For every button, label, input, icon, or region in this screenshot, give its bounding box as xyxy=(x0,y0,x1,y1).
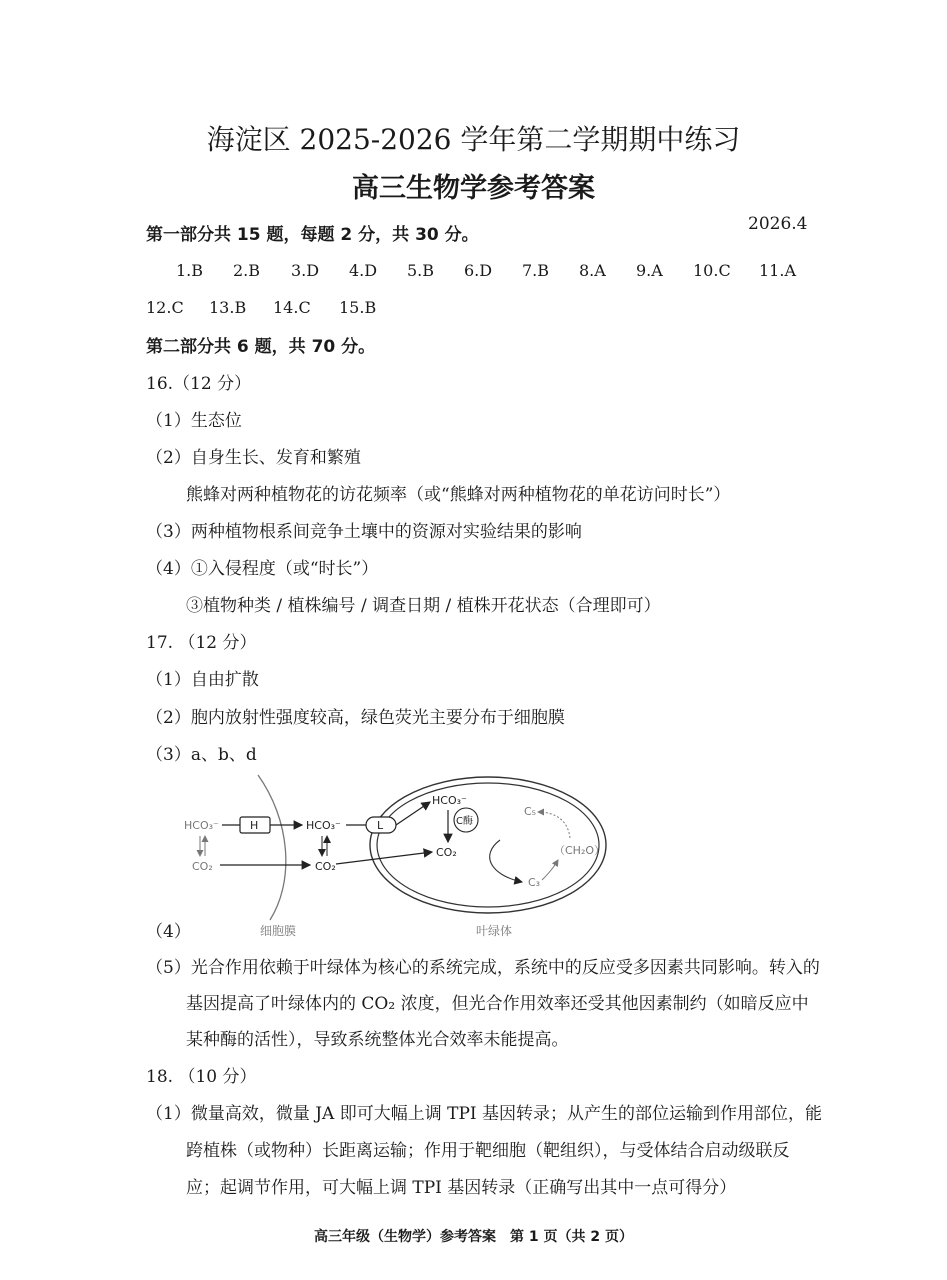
q17-answer-3: （3）a、b、d xyxy=(146,745,257,765)
calvin-regeneration-arrow xyxy=(538,812,570,838)
hco3-outside-label: HCO₃⁻ xyxy=(184,819,219,832)
calvin-c3-to-ch2o-arrow xyxy=(542,860,558,880)
q17-answer-2: （2）胞内放射性强度较高，绿色荧光主要分布于细胞膜 xyxy=(146,708,565,728)
co2-into-chloroplast-arrow xyxy=(336,852,432,864)
carbon-transport-diagram xyxy=(170,770,630,950)
q17-number: 17. （12 分） xyxy=(146,633,257,653)
answer-3: 3.D xyxy=(291,261,320,280)
q18-answer-1-line2: 跨植株（或物种）长距离运输；作用于靶细胞（靶组织），与受体结合启动级联反 xyxy=(186,1141,790,1161)
q17-answer-4: （4） xyxy=(146,922,191,942)
q18-answer-1-line3: 应；起调节作用，可大幅上调 TPI 基因转录（正确写出其中一点可得分） xyxy=(186,1178,737,1198)
answer-6: 6.D xyxy=(464,261,493,280)
membrane-label: 细胞膜 xyxy=(260,924,297,938)
q16-answer-2b: 熊蜂对两种植物花的访花频率（或“熊蜂对两种植物花的单花访问时长”） xyxy=(186,485,731,505)
answer-8: 8.A xyxy=(579,261,606,280)
answer-13: 13.B xyxy=(209,298,247,317)
c-enzyme-label: C酶 xyxy=(456,816,473,827)
c5-label: C₅ xyxy=(524,805,537,818)
q16-answer-3: （3）两种植物根系间竞争土壤中的资源对实验结果的影响 xyxy=(146,522,582,542)
document-subtitle: 高三生物学参考答案 xyxy=(352,173,595,204)
q17-answer-1: （1）自由扩散 xyxy=(146,670,259,690)
q17-answer-5-line1: （5）光合作用依赖于叶绿体为核心的系统完成，系统中的反应受多因素共同影响。转入的 xyxy=(146,958,820,978)
hco3-chloroplast-label: HCO₃⁻ xyxy=(432,794,467,807)
cell-membrane-curve xyxy=(258,775,286,920)
hco3-cytosol-label: HCO₃⁻ xyxy=(306,819,341,832)
q16-answer-4: （4）①入侵程度（或“时长”） xyxy=(146,559,379,579)
document-title: 海淀区 2025-2026 学年第二学期期中练习 xyxy=(206,123,741,156)
c3-label: C₃ xyxy=(528,876,541,889)
part1-heading: 第一部分共 15 题，每题 2 分，共 30 分。 xyxy=(146,225,479,245)
answer-5: 5.B xyxy=(407,261,435,280)
answer-9: 9.A xyxy=(636,261,663,280)
q16-number: 16.（12 分） xyxy=(146,374,252,394)
page-footer: 高三年级（生物学）参考答案 第 1 页（共 2 页） xyxy=(314,1229,633,1245)
q16-answer-2: （2）自身生长、发育和繁殖 xyxy=(146,448,361,468)
co2-chloroplast-label: CO₂ xyxy=(436,846,457,859)
q17-answer-5-line2: 基因提高了叶绿体内的 CO₂ 浓度，但光合作用效率还受其他因素制约（如暗反应中 xyxy=(186,994,809,1014)
co2-outside-label: CO₂ xyxy=(192,860,213,873)
q16-answer-1: （1）生态位 xyxy=(146,411,242,431)
answer-10: 10.C xyxy=(693,261,731,280)
part2-heading: 第二部分共 6 题，共 70 分。 xyxy=(146,337,376,357)
q16-answer-4b: ③植物种类 / 植株编号 / 调查日期 / 植株开花状态（合理即可） xyxy=(186,596,661,616)
ch2o-label: （CH₂O） xyxy=(554,844,606,857)
answer-15: 15.B xyxy=(339,298,377,317)
q18-number: 18. （10 分） xyxy=(146,1067,257,1087)
answer-12: 12.C xyxy=(146,298,184,317)
document-date: 2026.4 xyxy=(748,214,808,234)
answer-2: 2.B xyxy=(233,261,261,280)
answer-11: 11.A xyxy=(759,261,796,280)
answer-7: 7.B xyxy=(522,261,550,280)
h-transporter-label: H xyxy=(250,819,259,832)
co2-cytosol-label: CO₂ xyxy=(315,860,336,873)
answer-14: 14.C xyxy=(273,298,311,317)
chloroplast-label: 叶绿体 xyxy=(476,924,513,938)
arrow-from-l-box xyxy=(396,802,430,825)
q18-answer-1-line1: （1）微量高效，微量 JA 即可大幅上调 TPI 基因转录；从产生的部位运输到作用部位，能 xyxy=(146,1104,823,1124)
answer-4: 4.D xyxy=(349,261,378,280)
calvin-co2-to-c3-arrow xyxy=(490,840,522,882)
q17-answer-5-line3: 某种酶的活性），导致系统整体光合效率未能提高。 xyxy=(186,1030,569,1050)
answer-1: 1.B xyxy=(176,261,204,280)
l-transporter-label: L xyxy=(377,819,384,832)
